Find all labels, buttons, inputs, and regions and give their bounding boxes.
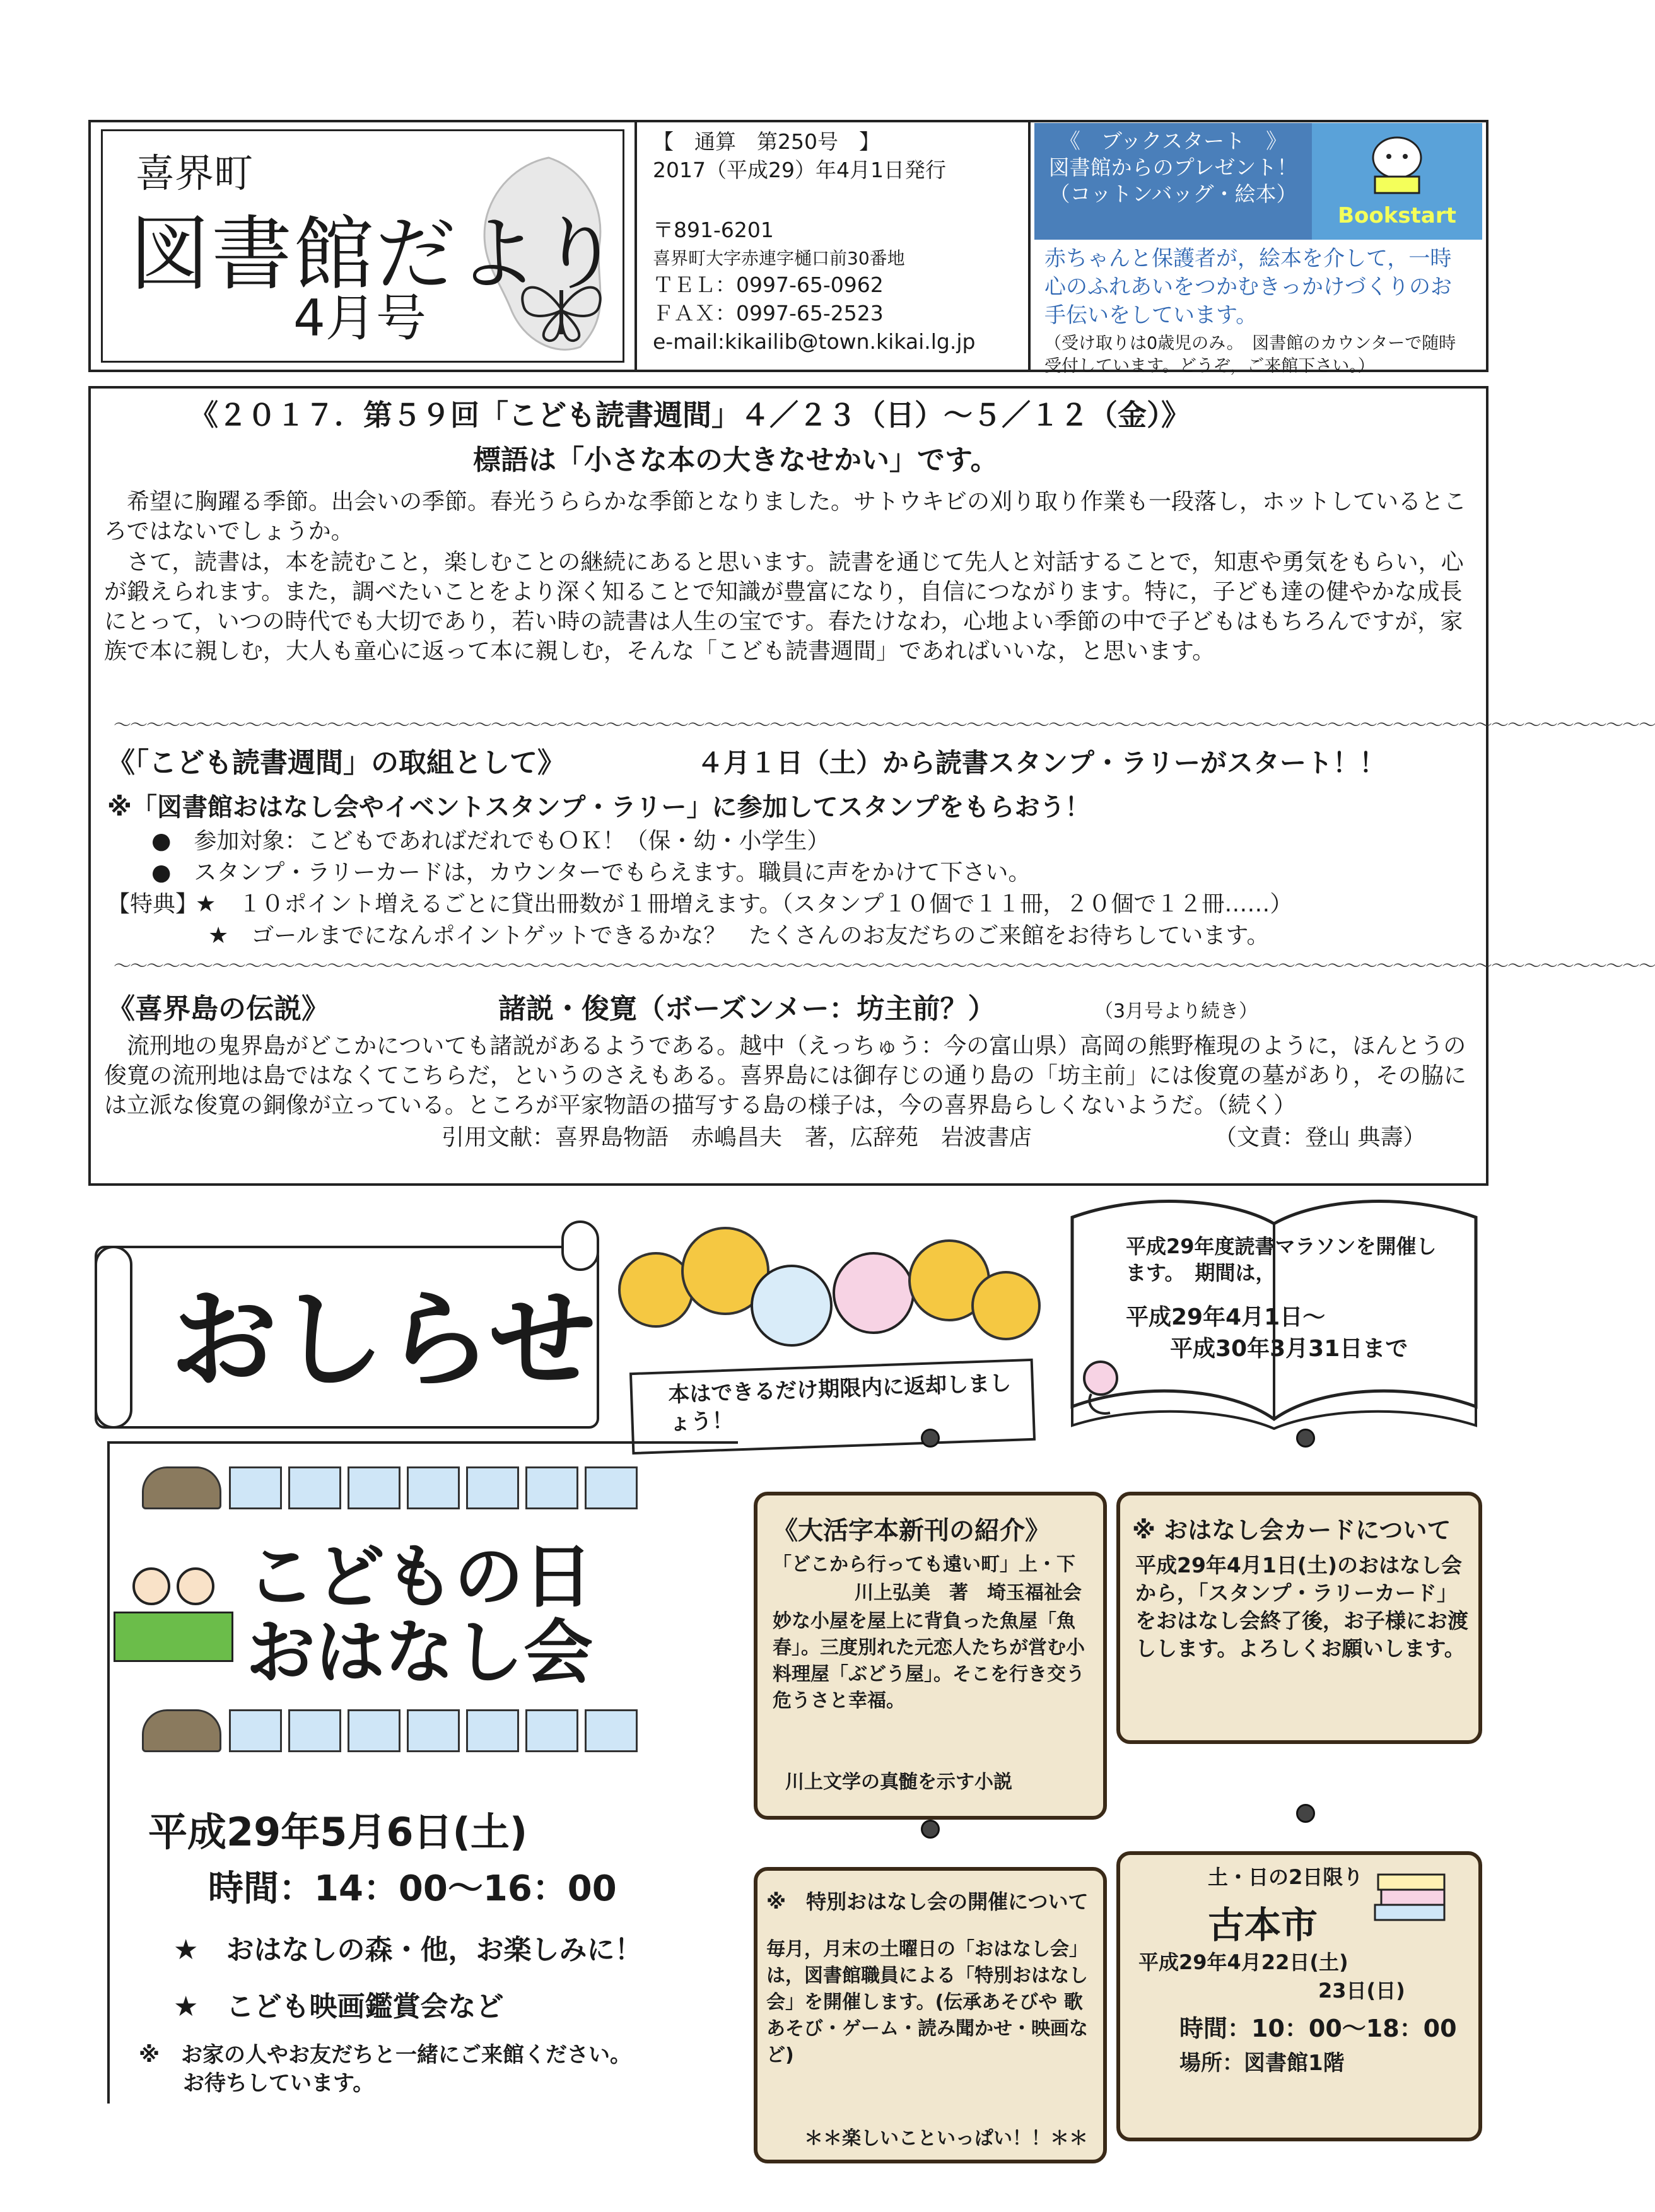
stamp-rally-heading: 《「こども読書週間」の取組として》 — [107, 747, 565, 779]
used-book-title: 古本市 — [1208, 1904, 1318, 1946]
legend-title: 諸説・俊寛（ボーズンメー：坊主前？） — [498, 993, 996, 1025]
legend-author: （文責：登山 典壽） — [1214, 1125, 1426, 1150]
bookstart-logo-label: Bookstart — [1338, 203, 1456, 228]
address: 喜界町大字赤連字樋口前30番地 — [653, 248, 905, 269]
legend-continued: （3月号より続き） — [1094, 1000, 1258, 1022]
childrens-day-time: 時間：14：00～16：00 — [208, 1868, 617, 1909]
decorative-strip-bottom — [142, 1709, 644, 1755]
scroll-curl-left — [95, 1246, 132, 1429]
used-book-place: 場所：図書館1階 — [1179, 2051, 1345, 2076]
book-icon — [585, 1709, 638, 1752]
reading-week-heading: 《２０１７．第５９回「こども読書週間」４／２３（日）～５／１２（金）》 — [189, 398, 1190, 432]
book-icon — [525, 1709, 578, 1752]
special-story-title: ※ 特別おはなし会の開催について — [766, 1890, 1089, 1914]
butterfly-icon — [514, 271, 609, 347]
baby-with-book-icon — [1356, 132, 1438, 196]
used-book-date-1: 平成29年4月22日(土) — [1138, 1950, 1348, 1974]
book-icon — [407, 1709, 460, 1752]
stamp-rally-subheading: ４月１日（土）から読書スタンプ・ラリーがスタート！！ — [697, 747, 1386, 778]
bookstart-present: 図書館からのプレゼント！ — [1048, 155, 1298, 180]
book-icon — [407, 1466, 460, 1509]
bookstart-logo — [1312, 123, 1482, 240]
notice-banner-text: おしらせ — [170, 1278, 596, 1403]
legend-heading: 《喜界島の伝説》 — [107, 993, 329, 1025]
board-pin-icon — [921, 1820, 940, 1839]
marathon-line-1: 平成29年度読書マラソンを開催します。 期間は， — [1126, 1234, 1437, 1285]
masthead-title: 図書館だより — [129, 208, 622, 301]
rock-icon — [142, 1466, 221, 1509]
book-icon — [525, 1466, 578, 1509]
board-pin-icon — [1296, 1804, 1315, 1823]
wave-divider: ～～～～～～～～～～～～～～～～～～～～～～～～～～～～～～～～～～～～～～～～～～～～～～～～～～～～～～～～～～～～～～～～～～～～～～～～～～～～～～～～～～～～～～～～～～～～～～ — [114, 715, 1655, 735]
book-icon — [288, 1466, 341, 1509]
issue-number: 【 通算 第250号 】 — [653, 129, 880, 154]
special-story-footer: ＊＊楽しいこといっぱい！！＊＊ — [804, 2127, 1088, 2150]
childrens-day-title-1: こどもの日 — [246, 1536, 593, 1617]
sunflower-icon — [971, 1271, 1041, 1340]
rock-icon — [142, 1709, 221, 1752]
bookstart-description-box — [1034, 240, 1482, 376]
book-icon — [229, 1466, 282, 1509]
marathon-line-2: 平成29年4月1日～ — [1126, 1304, 1326, 1330]
perk-label: 【特典】 — [107, 891, 199, 917]
stamp-rally-bullet-1: ● 参加対象：こどもであればだれでもＯＫ！（保・幼・小学生） — [151, 828, 830, 854]
bookworm-icon — [1066, 1356, 1135, 1425]
childrens-day-note-1: ※ お家の人やお友だちと一緒にご来館ください。 — [139, 2042, 632, 2068]
book-icon — [348, 1709, 401, 1752]
wave-divider-2: ～～～～～～～～～～～～～～～～～～～～～～～～～～～～～～～～～～～～～～～～～～～～～～～～～～～～～～～～～～～～～～～～～～～～～～～～～～～～～～～～～～～～～～～～～～～～～～ — [114, 956, 1655, 976]
reading-week-paragraph-1: 希望に胸躍る季節。出会いの季節。春光うららかな季節となりました。サトウキビの刈り取り作業も一段落し，ホットしているところではないでしょうか。 — [104, 489, 1467, 544]
book-icon — [466, 1466, 519, 1509]
bookstart-items: （コットンバッグ・絵本） — [1049, 182, 1297, 206]
stamp-rally-bullet-2: ● スタンプ・ラリーカードは，カウンターでもらえます。職員に声をかけて下さい。 — [151, 860, 1031, 886]
scroll-curl-right — [561, 1220, 599, 1271]
flower-face-icon — [833, 1252, 915, 1334]
large-print-book: 「どこから行っても遠い町」上・下 — [773, 1554, 1075, 1576]
childrens-day-title-2: おはなし会 — [246, 1612, 593, 1693]
bookstart-note: （受け取りは0歳児のみ。 図書館のカウンターで随時受付しています。どうぞ，ご来館下さい。） — [1044, 334, 1456, 376]
large-print-author: 川上弘美 著 埼玉福祉会 — [855, 1582, 1082, 1604]
perk-1: ★ １０ポイント増えるごとに貸出冊数が１冊増えます。（スタンプ１０個で１１冊，２０個で１２冊……） — [196, 891, 1293, 917]
email: e-mail:kikailib@town.kikai.lg.jp — [653, 329, 976, 354]
childrens-day-item-1: ★ おはなしの森・他，お楽しみに！ — [173, 1934, 643, 1966]
reading-week-slogan: 標語は「小さな本の大きなせかい」です。 — [473, 444, 998, 476]
used-book-tag: 土・日の2日限り — [1208, 1865, 1364, 1889]
story-card-title: ※ おはなし会カードについて — [1132, 1516, 1451, 1544]
used-book-date-2: 23日(日) — [1318, 1979, 1405, 2003]
book-icon — [229, 1709, 282, 1752]
children-reading-icon — [114, 1567, 233, 1662]
book-icon — [288, 1709, 341, 1752]
childrens-day-note-2: お待ちしています。 — [183, 2071, 375, 2096]
large-print-title: 《大活字本新刊の紹介》 — [773, 1516, 1050, 1545]
used-book-time: 時間：10：00～18：00 — [1179, 2015, 1457, 2042]
board-pin-icon — [921, 1429, 940, 1448]
perk-2: ★ ゴールまでになんポイントゲットできるかな？ たくさんのお友だちのご来館をお待ちしています。 — [208, 923, 1270, 949]
masthead-month: 4月号 — [293, 289, 426, 348]
reading-week-paragraph-2: さて，読書は，本を読むこと，楽しむことの継続にあると思います。読書を通じて先人と対話することで，知恵や勇気をもらい，心が鍛えられます。また，調べたいことをより深く知ることで知識が豊富になり，自信につながります。特に，子ども達の健やかな成長にとって，いつの時代でも大切であり，若い時の読書は人生の宝です。春たけなわ，心地よい季節の中で子どもはもちろんですが，家族で本に親しむ，大人も童心に返って本に親しむ，そんな「こども読書週間」であればいいな，と思います。 — [104, 549, 1464, 664]
large-print-description: 妙な小屋を屋上に背負った魚屋「魚春」。三度別れた元恋人たちが営む小料理屋「ぶどう屋」。そこを行き交う危うさと幸福。 — [773, 1610, 1085, 1712]
book-icon — [348, 1466, 401, 1509]
story-card-body: 平成29年4月1日(土)のおはなし会から，「スタンプ・ラリーカード」をおはなし会終了後，お子様にお渡しします。よろしくお願いします。 — [1135, 1553, 1468, 1661]
book-icon — [585, 1466, 638, 1509]
postal-code: 〒891-6201 — [653, 218, 774, 242]
childrens-day-date: 平成29年5月6日(土) — [148, 1809, 528, 1855]
childrens-day-item-2: ★ こども映画鑑賞会など — [173, 1991, 504, 2023]
book-stack-icon — [1369, 1867, 1457, 1936]
board-pin-icon — [1296, 1429, 1315, 1448]
return-reminder: 本はできるだけ期限内に返却しましょう！ — [667, 1370, 1012, 1436]
issue-date: 2017（平成29）年4月1日発行 — [653, 158, 946, 182]
masthead-town: 喜界町 — [136, 150, 254, 196]
stamp-rally-intro: ※「図書館おはなし会やイベントスタンプ・ラリー」に参加してスタンプをもらおう！ — [107, 793, 1091, 822]
legend-body: 流刑地の鬼界島がどこかについても諸説があるようである。越中（えっちゅう：今の富山県）高岡の熊野権現のように，ほんとうの俊寛の流刑地は島ではなくてこちらだ，というのさえもある。喜界島には御存じの通り島の「坊主前」には俊寛の墓があり，その脇には立派な俊寛の銅像が立っている。ところが平家物語の描写する島の様子は，今の喜界島らしくないようだ。（続く） — [104, 1033, 1467, 1118]
marathon-line-3: 平成30年3月31日まで — [1170, 1336, 1408, 1362]
decorative-strip-top — [142, 1466, 644, 1512]
telephone: ＴＥＬ：0997-65-0962 — [653, 272, 884, 297]
large-print-tagline: 川上文学の真髄を示す小説 — [785, 1771, 1012, 1793]
special-story-body: 毎月，月末の土曜日の「おはなし会」は，図書館職員による「特別おはなし会」を開催します。(伝承あそびや 歌あそび・ゲーム・読み聞かせ・映画など) — [766, 1938, 1088, 2066]
bookstart-header — [1034, 123, 1312, 240]
bookstart-description: 赤ちゃんと保護者が，絵本を介して，一時心のふれあいをつかむきっかけづくりのお手伝いをしています。 — [1044, 246, 1452, 328]
fax: ＦＡＸ：0997-65-2523 — [653, 301, 884, 325]
bookstart-title: 《 ブックスタート 》 — [1059, 129, 1287, 153]
flower-face-icon — [751, 1265, 833, 1347]
book-icon — [466, 1709, 519, 1752]
legend-citation: 引用文献：喜界島物語 赤嶋昌夫 著，広辞苑 岩波書店 — [442, 1125, 1032, 1150]
